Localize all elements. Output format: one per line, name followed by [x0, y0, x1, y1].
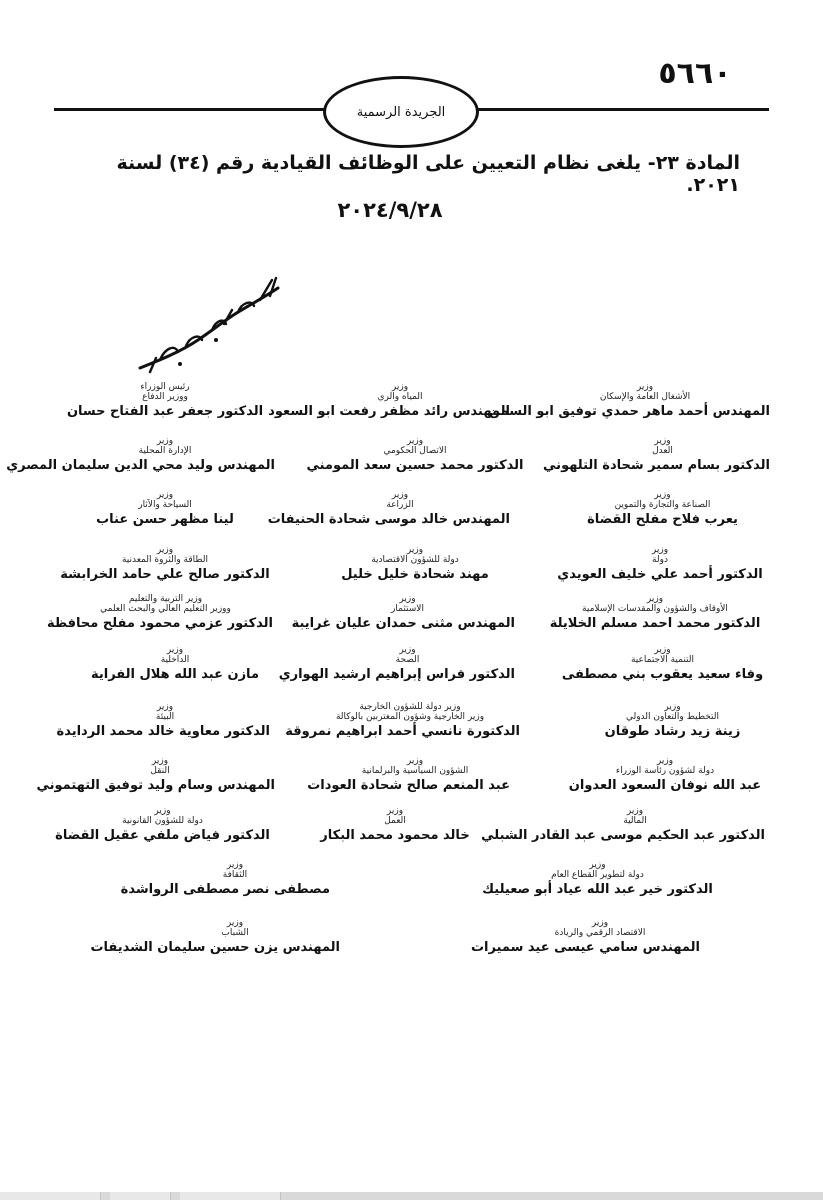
gazette-label: الجريدة الرسمية	[356, 104, 446, 120]
signatory-portfolio: العمل	[384, 816, 406, 826]
signatory-portfolio: الثقافة	[222, 870, 248, 880]
signatory-portfolio: العدل	[652, 446, 673, 456]
signatory-portfolio: البيئة	[155, 712, 175, 722]
signatory-block	[46, 594, 273, 632]
bottom-toolbar-strip	[0, 1192, 823, 1200]
signatory-block	[120, 860, 330, 898]
signatory-title: وزير	[656, 756, 674, 766]
signatory-block	[56, 702, 270, 740]
signatory-name: الدكتور أحمد علي خليف العويدي	[557, 567, 763, 582]
signatory-portfolio: الداخلية	[160, 655, 190, 665]
signatory-block	[545, 594, 765, 632]
signatory-block	[60, 490, 270, 528]
signatory-name: الدكتور محمد حسين سعد المومني	[306, 458, 524, 473]
signatory-portfolio: دولة لتطوير القطاع العام	[551, 870, 644, 880]
signatory-name: المهندس رائد مظفر رفعت ابو السعود	[268, 404, 510, 419]
signatory-title: وزير	[226, 860, 244, 870]
signatory-portfolio: الطاقة والثروة المعدنية	[121, 555, 209, 565]
signatory-title: وزير	[399, 594, 416, 604]
signatory-name: لينا مظهر حسن عناب	[96, 512, 234, 527]
signatory-title: وزير دولة للشؤون الخارجية	[359, 702, 461, 712]
signatory-block	[291, 594, 515, 632]
signatory-portfolio: الصحة	[395, 655, 420, 665]
signatory-block	[60, 382, 270, 420]
signatory-portfolio: الأشغال العامة والإسكان	[599, 392, 691, 402]
signatory-block	[300, 806, 490, 844]
signatory-portfolio: وزير الخارجية وشؤون المغتربين بالوكالة	[335, 712, 485, 722]
king-signature	[120, 260, 310, 380]
signatory-portfolio: دولة للشؤون القانونية	[122, 816, 203, 826]
signatory-block	[267, 490, 510, 528]
signatory-title: وزير	[406, 756, 424, 766]
signatory-title: وزير	[654, 490, 671, 500]
signatory-name: مصطفى نصر مصطفى الرواشدة	[120, 882, 330, 897]
signatory-title: وزير	[651, 545, 669, 555]
signatory-block	[480, 860, 715, 898]
article-text: المادة ٢٣- يلغى نظام التعيين على الوظائف القيادية رقم (٣٤) لسنة ٢٠٢١.	[116, 152, 740, 196]
signatory-title: وزير	[399, 645, 416, 655]
signatory-name: المهندس وسام وليد توفيق التهتموني	[36, 778, 275, 793]
handwritten-signature-graphic	[120, 260, 310, 380]
strip-segment	[180, 1192, 281, 1200]
signatory-title: وزير	[654, 436, 671, 446]
signatory-name: الدكتورة نانسي أحمد ابراهيم نمروقة	[285, 724, 520, 739]
signatory-portfolio: الزراعة	[386, 500, 414, 510]
signatory-name: المهندس أحمد ماهر حمدي توفيق ابو السمن	[488, 404, 770, 419]
signatory-name: الدكتور معاوية خالد محمد الردايدة	[56, 724, 270, 739]
signatory-name: عبد الله نوفان السعود العدوان	[568, 778, 762, 793]
signatory-name: الدكتور عبد الحكيم موسى عبد القادر الشبلي	[481, 828, 765, 843]
signatory-name: وفاء سعيد يعقوب بني مصطفى	[561, 667, 764, 682]
signatory-block	[555, 545, 765, 583]
signatory-name: الدكتور فراس إبراهيم ارشيد الهواري	[278, 667, 515, 682]
signatory-block	[6, 436, 275, 474]
signatory-block	[488, 382, 770, 420]
signatory-name: خالد محمود محمد البكار	[320, 828, 470, 843]
signatory-block	[560, 645, 765, 683]
issue-date: ٢٠٢٤/٩/٢٨	[337, 198, 443, 222]
signatory-title: وزير	[626, 806, 644, 816]
signatory-block	[470, 918, 700, 956]
signatory-block	[560, 490, 765, 528]
signatory-portfolio: النقل	[150, 766, 170, 776]
signatory-block	[580, 702, 765, 740]
signatory-block	[285, 702, 520, 740]
signatory-name: مهند شحادة خليل خليل	[341, 567, 489, 582]
signatory-title: وزير	[226, 918, 244, 928]
signatory-block	[80, 645, 270, 683]
signatory-portfolio: الشباب	[221, 928, 249, 938]
gazette-emblem	[323, 76, 479, 148]
signatory-title: وزير التربية والتعليم	[128, 594, 203, 604]
signatory-name: عبد المنعم صالح شحادة العودات	[307, 778, 510, 793]
signatory-portfolio: الصناعة والتجارة والتموين	[614, 500, 711, 510]
signatory-name: المهندس يزن حسين سليمان الشديفات	[90, 940, 340, 955]
signatory-name: زينة زيد رشاد طوقان	[604, 724, 741, 739]
signatory-name: الدكتور عزمي محمود مفلح محافظة	[46, 616, 273, 631]
signatory-portfolio: الاستثمار	[391, 604, 424, 614]
signatory-title: وزير	[591, 918, 609, 928]
signatory-name: يعرب فلاح مفلح القضاة	[587, 512, 738, 527]
signatory-portfolio: الاتصال الحكومي	[383, 446, 447, 456]
signatory-portfolio: الأوقاف والشؤون والمقدسات الإسلامية	[582, 604, 728, 614]
signatory-block	[300, 436, 530, 474]
signatory-block	[60, 545, 270, 583]
signatory-name: الدكتور صالح علي حامد الخرابشة	[60, 567, 270, 582]
signatory-block	[481, 806, 765, 844]
signatory-portfolio: التخطيط والتعاون الدولي	[625, 712, 720, 722]
signatory-title: وزير	[156, 490, 174, 500]
signatory-name: المهندس خالد موسى شحادة الحنيفات	[267, 512, 510, 527]
signatory-portfolio: المياه والري	[377, 392, 423, 402]
signatory-name: الدكتور محمد احمد مسلم الخلايلة	[549, 616, 761, 631]
signatory-portfolio: دولة	[652, 555, 668, 565]
signatory-name: الدكتور فياض ملفي عقيل القضاة	[55, 828, 270, 843]
signatory-title: وزير	[406, 545, 424, 555]
signatory-title: وزير	[151, 756, 169, 766]
signatory-portfolio: التنمية الاجتماعية	[630, 655, 695, 665]
signatory-title: وزير	[166, 645, 184, 655]
page-number: ٥٦٦٠	[658, 56, 732, 91]
signatory-title: وزير	[654, 645, 671, 655]
signatory-block	[36, 756, 275, 794]
signatory-title: وزير	[646, 594, 664, 604]
signatory-name: المهندس مثنى حمدان عليان غرايبة	[291, 616, 515, 631]
signatory-block	[268, 382, 510, 420]
signatory-title: وزير	[406, 436, 424, 446]
signatory-title: وزير	[664, 702, 681, 712]
strip-segment	[110, 1192, 171, 1200]
signatory-portfolio: الاقتصاد الرقمي والريادة	[554, 928, 646, 938]
signatory-title: وزير	[154, 806, 171, 816]
signatory-name: الدكتور جعفر عبد الفتاح حسان	[66, 404, 264, 419]
signatory-portfolio: دولة لشؤون رئاسة الوزراء	[615, 766, 715, 776]
strip-segment	[0, 1192, 101, 1200]
signatory-title: وزير	[156, 436, 174, 446]
signatory-portfolio: الشؤون السياسية والبرلمانية	[361, 766, 469, 776]
signatory-title: وزير	[589, 860, 606, 870]
signatory-name: المهندس سامي عيسى عيد سميرات	[470, 940, 700, 955]
signatory-title: وزير	[156, 545, 174, 555]
signatory-name: المهندس وليد محي الدين سليمان المصري	[6, 458, 275, 473]
signatory-title: رئيس الوزراء	[140, 382, 190, 392]
signatory-title: وزير	[386, 806, 404, 816]
signatory-portfolio: ووزير التعليم العالي والبحث العلمي	[100, 604, 231, 614]
signatory-block	[55, 806, 270, 844]
signatory-block	[565, 756, 765, 794]
signatory-portfolio: الإدارة المحلية	[138, 446, 192, 456]
signatory-block	[320, 545, 510, 583]
signatory-block	[90, 918, 340, 956]
signatory-portfolio: المالية	[623, 816, 647, 826]
signatory-block	[278, 645, 515, 683]
signatory-title: وزير	[156, 702, 174, 712]
signatory-block	[543, 436, 770, 474]
signatory-title: وزير	[391, 382, 409, 392]
signatory-portfolio: ووزير الدفاع	[142, 392, 188, 402]
signatory-name: الدكتور بسام سمير شحادة التلهوني	[543, 458, 770, 473]
signatory-name: مازن عبد الله هلال الفراية	[90, 667, 259, 682]
signatory-name: الدكتور خير عبد الله عياد أبو صعيليك	[482, 882, 713, 897]
signatory-portfolio: دولة للشؤون الاقتصادية	[371, 555, 459, 565]
signatory-portfolio: السياحة والآثار	[138, 500, 192, 510]
signatory-title: وزير	[391, 490, 409, 500]
signatory-block	[307, 756, 510, 794]
signatory-title: وزير	[636, 382, 654, 392]
